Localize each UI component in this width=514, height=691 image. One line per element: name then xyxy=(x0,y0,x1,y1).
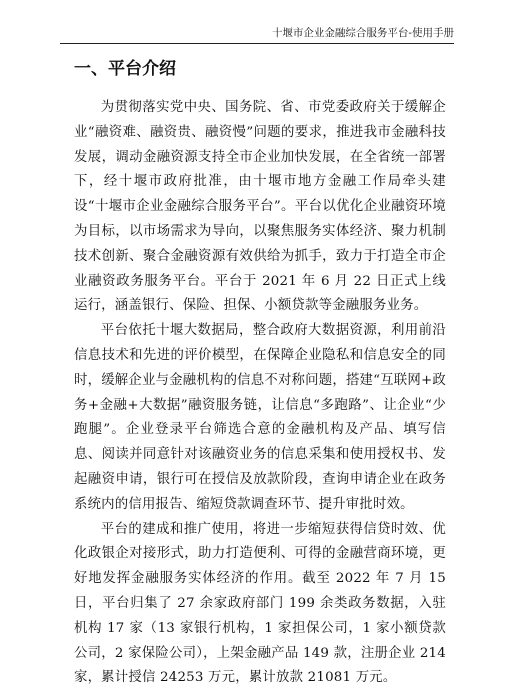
paragraph-intro: 为贯彻落实党中央、国务院、省、市党委政府关于缓解企业“融资难、融资贵、融资慢”问题的要求，推进我市金融科技发展，调动金融资源支持全市企业加快发展，在全省统一部署下，经十堰市政府批准，由十堰市地方金融工作局牵头建设“十堰市企业金融综合服务平台”。平台以优化企业融资环境为目标，以市场需求为导向，以聚焦服务实体经济、聚力机制技术创新、聚合金融资源有效供给为抓手，致力于打造全市企业融资政务服务平台。平台于 2021 年 6 月 22 日正式上线运行，涵盖银行、保险、担保、小额贷款等金融服务业务。 xyxy=(74,100,446,314)
paragraph-data-integration: 平台依托十堰大数据局，整合政府大数据资源，利用前沿信息技术和先进的评价模型，在保障企业隐私和信息安全的同时，缓解企业与金融机构的信息不对称问题，搭建“互联网+政务+金融+大数据”融资服务链，让信息“多跑路”、让企业“少跑腿”。企业登录平台筛选合意的金融机构及产品、填写信息、阅读并同意针对该融资业务的信息采集和使用授权书、发起融资申请，银行可在授信及放款阶段，查询申请企业在政务系统内的信用报告、缩短贷款调查环节、提升审批时效。 xyxy=(74,323,446,512)
page-header: 十堰市企业金融综合服务平台-使用手册 xyxy=(271,27,454,39)
header-divider xyxy=(60,43,454,44)
paragraph-results: 平台的建成和推广使用，将进一步缩短获得信贷时效、优化政银企对接形式，助力打造便利、可得的金融营商环境，更好地发挥金融服务实体经济的作用。截至 2022 年 7 月 15 日，平台归集了 27 余家政府部门 199 余类政务数据，入驻机构 17 家（13 家银行机构，1 家担保公司，1 家小额贷款公司，2 家保险公司），上架金融产品 149 款，注册企业 214 家，累计授信 24253 万元，累计放款 21081 万元。 xyxy=(74,521,446,686)
section-title: 一、平台介绍 xyxy=(74,59,176,79)
document-body xyxy=(74,96,446,691)
